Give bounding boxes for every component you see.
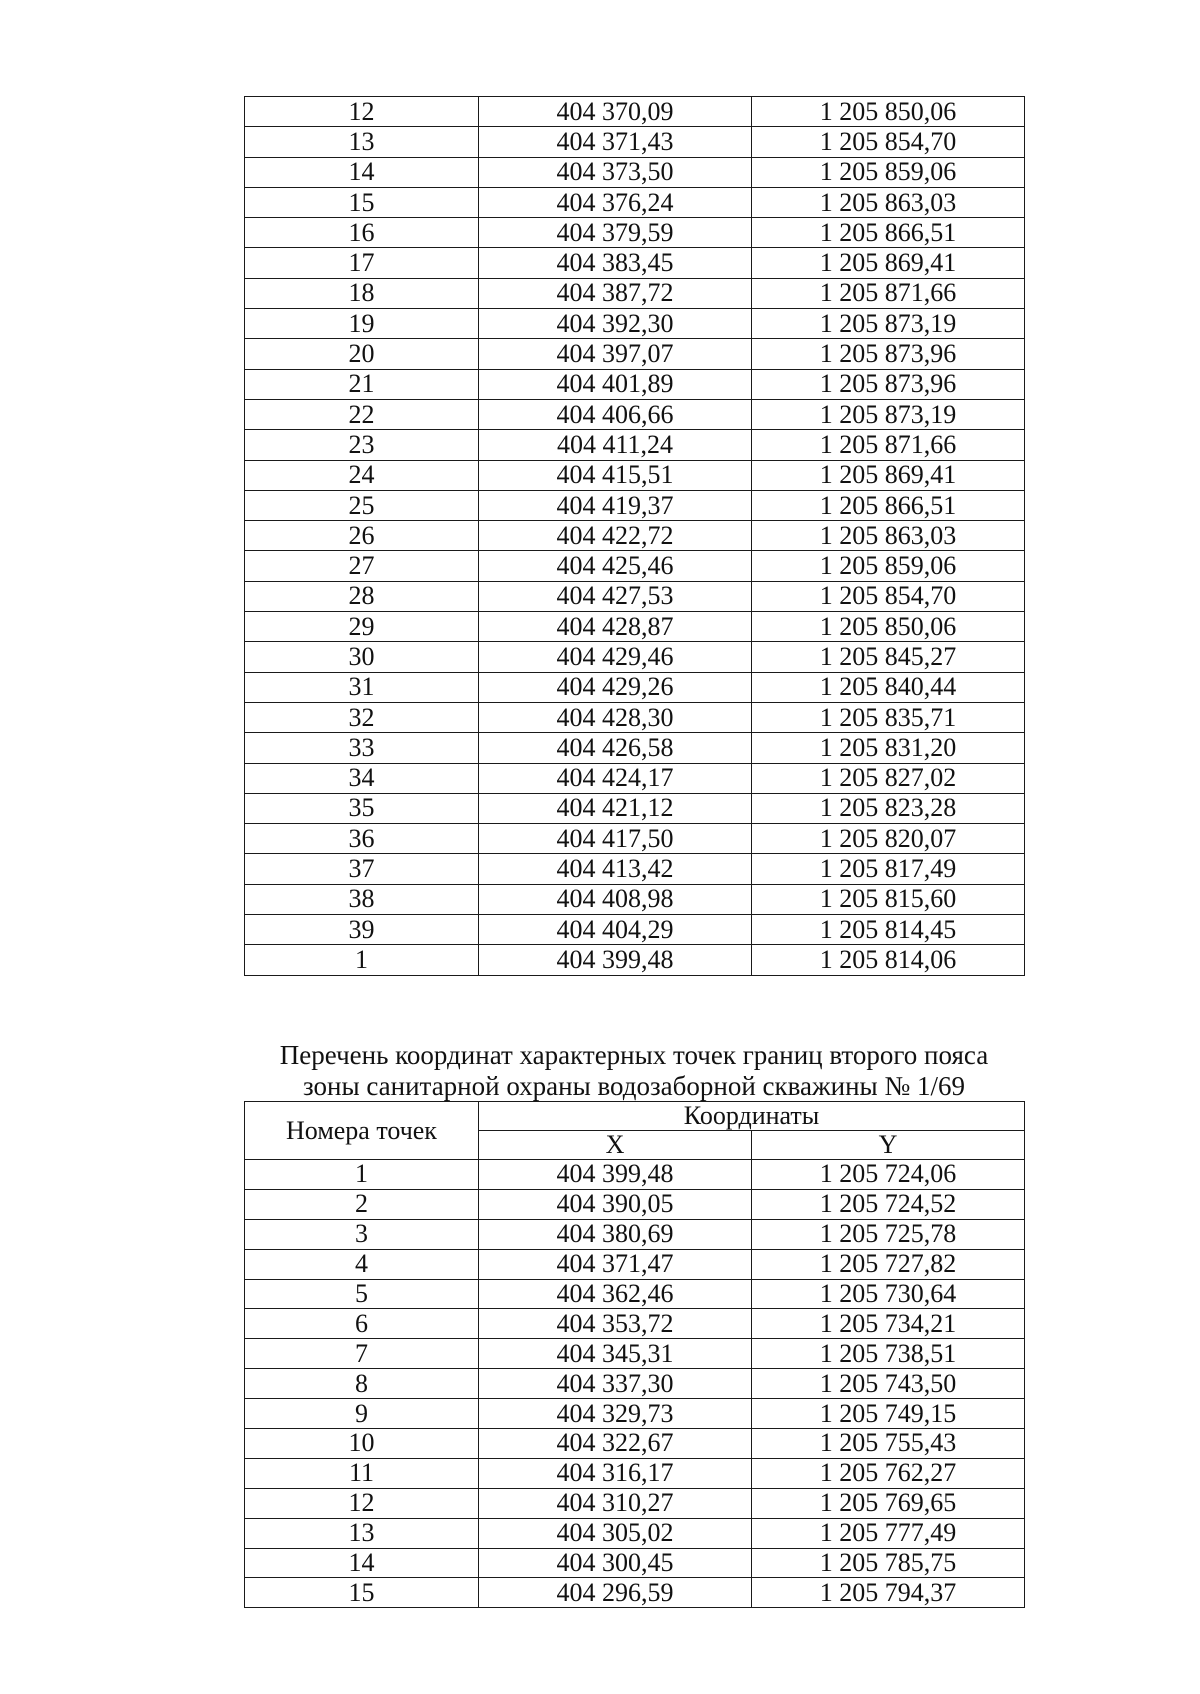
x-coordinate-cell: 404 310,27 [479, 1488, 752, 1518]
table-row [245, 339, 1025, 369]
x-coordinate-cell: 404 419,37 [479, 490, 752, 520]
x-coordinate-cell: 404 362,46 [479, 1279, 752, 1309]
x-coordinate-cell: 404 429,46 [479, 642, 752, 672]
y-coordinate-cell: 1 205 815,60 [752, 884, 1025, 914]
point-number-cell: 2 [245, 1189, 479, 1219]
y-coordinate-cell: 1 205 873,96 [752, 369, 1025, 399]
point-number-cell: 13 [245, 1518, 479, 1548]
table-body [245, 97, 1025, 976]
point-number-cell: 10 [245, 1429, 479, 1459]
x-coordinate-cell: 404 397,07 [479, 339, 752, 369]
x-coordinate-cell: 404 337,30 [479, 1369, 752, 1399]
y-coordinate-cell: 1 205 743,50 [752, 1369, 1025, 1399]
point-number-cell: 14 [245, 157, 479, 187]
table-row [245, 702, 1025, 732]
table-row [245, 551, 1025, 581]
point-number-cell: 26 [245, 521, 479, 551]
point-number-cell: 37 [245, 854, 479, 884]
table-row [245, 581, 1025, 611]
table-row [245, 460, 1025, 490]
table-row [245, 915, 1025, 945]
point-number-cell: 36 [245, 824, 479, 854]
y-coordinate-cell: 1 205 859,06 [752, 157, 1025, 187]
x-coordinate-cell: 404 300,45 [479, 1548, 752, 1578]
x-coordinate-cell: 404 408,98 [479, 884, 752, 914]
x-coordinate-cell: 404 371,43 [479, 127, 752, 157]
point-number-cell: 21 [245, 369, 479, 399]
point-number-cell: 38 [245, 884, 479, 914]
point-number-cell: 31 [245, 672, 479, 702]
x-coordinate-cell: 404 379,59 [479, 218, 752, 248]
y-coordinate-cell: 1 205 873,96 [752, 339, 1025, 369]
x-coordinate-cell: 404 322,67 [479, 1429, 752, 1459]
x-coordinate-cell: 404 411,24 [479, 430, 752, 460]
table-row [245, 763, 1025, 793]
point-number-cell: 16 [245, 218, 479, 248]
table-row [245, 824, 1025, 854]
point-number-cell: 7 [245, 1339, 479, 1369]
y-coordinate-cell: 1 205 850,06 [752, 612, 1025, 642]
point-number-cell: 12 [245, 1488, 479, 1518]
point-number-cell: 34 [245, 763, 479, 793]
x-coordinate-cell: 404 373,50 [479, 157, 752, 187]
point-number-cell: 28 [245, 581, 479, 611]
point-number-cell: 18 [245, 278, 479, 308]
table-row [245, 1488, 1025, 1518]
point-number-cell: 33 [245, 733, 479, 763]
table-row [245, 793, 1025, 823]
table-row [245, 1429, 1025, 1459]
point-number-cell: 17 [245, 248, 479, 278]
header-coordinates: Координаты [479, 1102, 1025, 1131]
header-x: X [479, 1131, 752, 1160]
point-number-cell: 32 [245, 702, 479, 732]
table-row [245, 1399, 1025, 1429]
table-row [245, 278, 1025, 308]
table-row [245, 1548, 1025, 1578]
point-number-cell: 39 [245, 915, 479, 945]
y-coordinate-cell: 1 205 724,06 [752, 1160, 1025, 1190]
x-coordinate-cell: 404 428,87 [479, 612, 752, 642]
table-row [245, 612, 1025, 642]
y-coordinate-cell: 1 205 727,82 [752, 1249, 1025, 1279]
x-coordinate-cell: 404 417,50 [479, 824, 752, 854]
x-coordinate-cell: 404 329,73 [479, 1399, 752, 1429]
coordinates-table-continued [244, 96, 1025, 976]
point-number-cell: 24 [245, 460, 479, 490]
y-coordinate-cell: 1 205 814,45 [752, 915, 1025, 945]
table-row [245, 127, 1025, 157]
y-coordinate-cell: 1 205 777,49 [752, 1518, 1025, 1548]
point-number-cell: 15 [245, 1578, 479, 1608]
point-number-cell: 13 [245, 127, 479, 157]
table-row [245, 884, 1025, 914]
x-coordinate-cell: 404 404,29 [479, 915, 752, 945]
point-number-cell: 19 [245, 309, 479, 339]
y-coordinate-cell: 1 205 749,15 [752, 1399, 1025, 1429]
y-coordinate-cell: 1 205 785,75 [752, 1548, 1025, 1578]
table-row [245, 1219, 1025, 1249]
y-coordinate-cell: 1 205 869,41 [752, 248, 1025, 278]
table-row [245, 490, 1025, 520]
x-coordinate-cell: 404 424,17 [479, 763, 752, 793]
table-row [245, 854, 1025, 884]
y-coordinate-cell: 1 205 769,65 [752, 1488, 1025, 1518]
point-number-cell: 25 [245, 490, 479, 520]
x-coordinate-cell: 404 380,69 [479, 1219, 752, 1249]
table-row [245, 1249, 1025, 1279]
y-coordinate-cell: 1 205 863,03 [752, 187, 1025, 217]
x-coordinate-cell: 404 392,30 [479, 309, 752, 339]
y-coordinate-cell: 1 205 850,06 [752, 97, 1025, 127]
table-header [245, 1102, 1025, 1160]
x-coordinate-cell: 404 429,26 [479, 672, 752, 702]
y-coordinate-cell: 1 205 871,66 [752, 430, 1025, 460]
x-coordinate-cell: 404 428,30 [479, 702, 752, 732]
x-coordinate-cell: 404 401,89 [479, 369, 752, 399]
table-row [245, 521, 1025, 551]
y-coordinate-cell: 1 205 831,20 [752, 733, 1025, 763]
point-number-cell: 11 [245, 1458, 479, 1488]
table-row [245, 672, 1025, 702]
table-row [245, 430, 1025, 460]
point-number-cell: 30 [245, 642, 479, 672]
x-coordinate-cell: 404 425,46 [479, 551, 752, 581]
point-number-cell: 5 [245, 1279, 479, 1309]
table-body [245, 1160, 1025, 1608]
x-coordinate-cell: 404 345,31 [479, 1339, 752, 1369]
y-coordinate-cell: 1 205 730,64 [752, 1279, 1025, 1309]
y-coordinate-cell: 1 205 823,28 [752, 793, 1025, 823]
table-caption [244, 1040, 1024, 1102]
y-coordinate-cell: 1 205 820,07 [752, 824, 1025, 854]
x-coordinate-cell: 404 415,51 [479, 460, 752, 490]
x-coordinate-cell: 404 296,59 [479, 1578, 752, 1608]
y-coordinate-cell: 1 205 873,19 [752, 399, 1025, 429]
y-coordinate-cell: 1 205 734,21 [752, 1309, 1025, 1339]
x-coordinate-cell: 404 422,72 [479, 521, 752, 551]
table-row [245, 1309, 1025, 1339]
x-coordinate-cell: 404 383,45 [479, 248, 752, 278]
y-coordinate-cell: 1 205 863,03 [752, 521, 1025, 551]
caption-line-1: Перечень координат характерных точек границ второго пояса [279, 1040, 989, 1070]
header-y: Y [752, 1131, 1025, 1160]
x-coordinate-cell: 404 387,72 [479, 278, 752, 308]
caption-line-2: зоны санитарной охраны водозаборной скважины № 1/69 [303, 1071, 965, 1101]
table-row [245, 97, 1025, 127]
x-coordinate-cell: 404 390,05 [479, 1189, 752, 1219]
y-coordinate-cell: 1 205 845,27 [752, 642, 1025, 672]
y-coordinate-cell: 1 205 724,52 [752, 1189, 1025, 1219]
point-number-cell: 1 [245, 945, 479, 975]
y-coordinate-cell: 1 205 762,27 [752, 1458, 1025, 1488]
table-row [245, 1369, 1025, 1399]
point-number-cell: 9 [245, 1399, 479, 1429]
x-coordinate-cell: 404 316,17 [479, 1458, 752, 1488]
table-row [245, 1458, 1025, 1488]
x-coordinate-cell: 404 413,42 [479, 854, 752, 884]
x-coordinate-cell: 404 426,58 [479, 733, 752, 763]
point-number-cell: 8 [245, 1369, 479, 1399]
y-coordinate-cell: 1 205 827,02 [752, 763, 1025, 793]
point-number-cell: 3 [245, 1219, 479, 1249]
header-point-numbers: Номера точек [245, 1102, 479, 1160]
point-number-cell: 23 [245, 430, 479, 460]
x-coordinate-cell: 404 353,72 [479, 1309, 752, 1339]
y-coordinate-cell: 1 205 794,37 [752, 1578, 1025, 1608]
y-coordinate-cell: 1 205 840,44 [752, 672, 1025, 702]
y-coordinate-cell: 1 205 871,66 [752, 278, 1025, 308]
table-row [245, 1578, 1025, 1608]
table-row [245, 1160, 1025, 1190]
x-coordinate-cell: 404 399,48 [479, 1160, 752, 1190]
y-coordinate-cell: 1 205 869,41 [752, 460, 1025, 490]
point-number-cell: 6 [245, 1309, 479, 1339]
table-row [245, 733, 1025, 763]
y-coordinate-cell: 1 205 817,49 [752, 854, 1025, 884]
x-coordinate-cell: 404 370,09 [479, 97, 752, 127]
y-coordinate-cell: 1 205 835,71 [752, 702, 1025, 732]
table-row [245, 1339, 1025, 1369]
y-coordinate-cell: 1 205 814,06 [752, 945, 1025, 975]
point-number-cell: 1 [245, 1160, 479, 1190]
table-row [245, 1189, 1025, 1219]
table-row [245, 157, 1025, 187]
table-row [245, 248, 1025, 278]
table-row [245, 1279, 1025, 1309]
coordinates-table-second-zone [244, 1101, 1025, 1608]
y-coordinate-cell: 1 205 873,19 [752, 309, 1025, 339]
y-coordinate-cell: 1 205 725,78 [752, 1219, 1025, 1249]
table-row [245, 642, 1025, 672]
y-coordinate-cell: 1 205 854,70 [752, 127, 1025, 157]
point-number-cell: 27 [245, 551, 479, 581]
point-number-cell: 15 [245, 187, 479, 217]
table-row [245, 945, 1025, 975]
y-coordinate-cell: 1 205 866,51 [752, 218, 1025, 248]
point-number-cell: 29 [245, 612, 479, 642]
y-coordinate-cell: 1 205 738,51 [752, 1339, 1025, 1369]
x-coordinate-cell: 404 376,24 [479, 187, 752, 217]
x-coordinate-cell: 404 399,48 [479, 945, 752, 975]
point-number-cell: 12 [245, 97, 479, 127]
point-number-cell: 22 [245, 399, 479, 429]
x-coordinate-cell: 404 371,47 [479, 1249, 752, 1279]
table-row [245, 1518, 1025, 1548]
y-coordinate-cell: 1 205 859,06 [752, 551, 1025, 581]
table-row [245, 399, 1025, 429]
x-coordinate-cell: 404 421,12 [479, 793, 752, 823]
point-number-cell: 35 [245, 793, 479, 823]
point-number-cell: 14 [245, 1548, 479, 1578]
table-row [245, 218, 1025, 248]
y-coordinate-cell: 1 205 854,70 [752, 581, 1025, 611]
x-coordinate-cell: 404 406,66 [479, 399, 752, 429]
x-coordinate-cell: 404 305,02 [479, 1518, 752, 1548]
table-row [245, 187, 1025, 217]
point-number-cell: 20 [245, 339, 479, 369]
y-coordinate-cell: 1 205 866,51 [752, 490, 1025, 520]
y-coordinate-cell: 1 205 755,43 [752, 1429, 1025, 1459]
table-row [245, 309, 1025, 339]
point-number-cell: 4 [245, 1249, 479, 1279]
table-row [245, 369, 1025, 399]
x-coordinate-cell: 404 427,53 [479, 581, 752, 611]
